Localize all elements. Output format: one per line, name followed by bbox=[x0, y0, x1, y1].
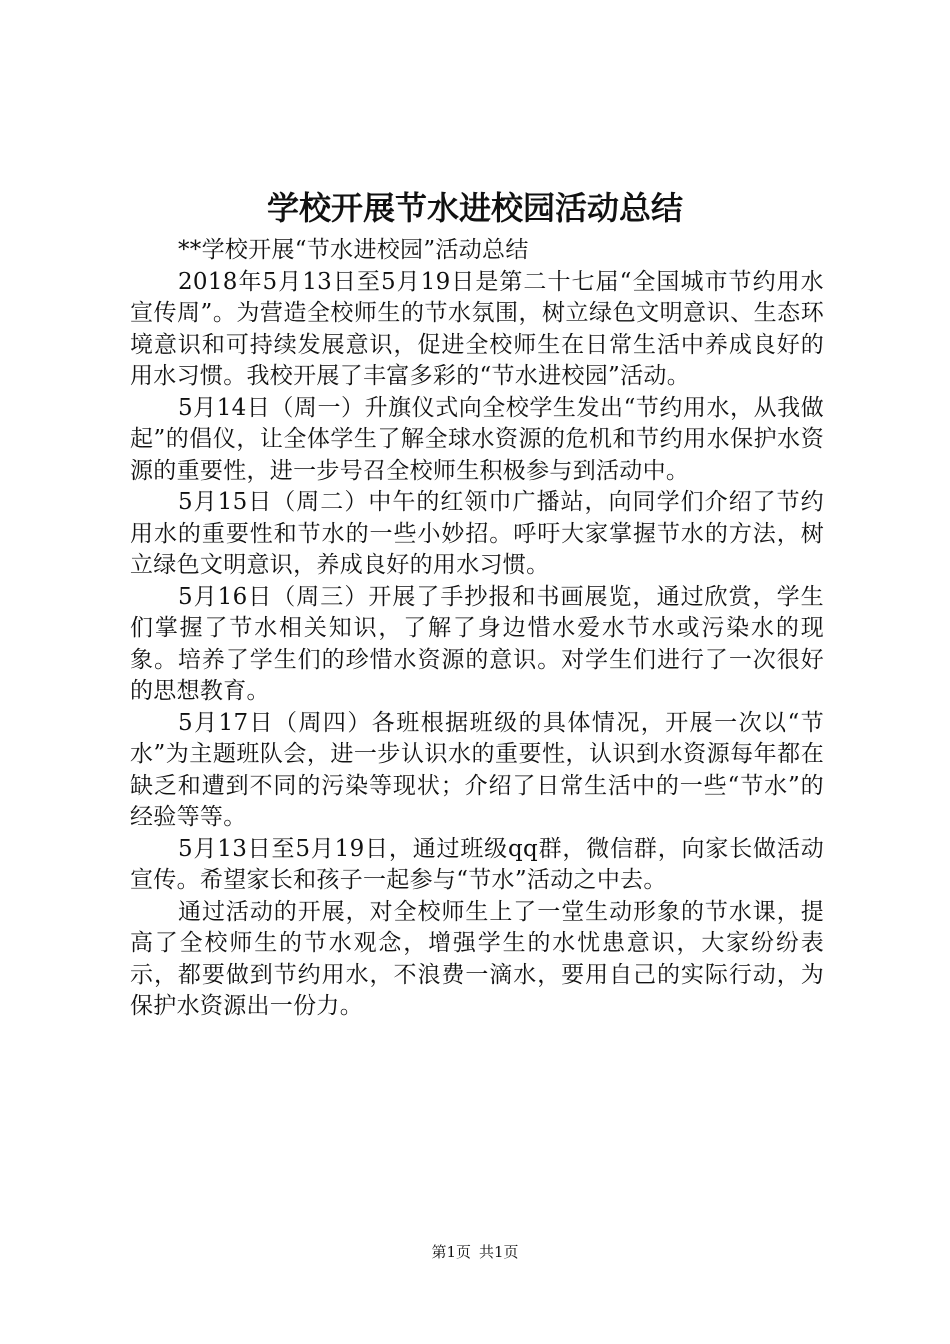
thursday-paragraph: 5月17日（周四）各班根据班级的具体情况，开展一次以“节水”为主题班队会，进一步认识水的重要性，认识到水资源每年都在缺乏和遭到不同的污染等现状；介绍了日常生活中的一些“节水”的经验等等。 bbox=[130, 709, 824, 830]
document-body bbox=[130, 235, 824, 1023]
page-footer bbox=[0, 1242, 950, 1262]
monday-paragraph: 5月14日（周一）升旗仪式向全校学生发出“节约用水，从我做起”的倡仪，让全体学生了解全球水资源的危机和节约用水保护水资源的重要性，进一步号召全校师生积极参与到活动中。 bbox=[130, 394, 824, 484]
conclusion-paragraph: 通过活动的开展，对全校师生上了一堂生动形象的节水课，提高了全校师生的节水观念，增强学生的水忧患意识，大家纷纷表示，都要做到节约用水，不浪费一滴水，要用自己的实际行动，为保护水资源出一份力。 bbox=[130, 898, 824, 1019]
total-pages: 共1页 bbox=[479, 1243, 519, 1261]
tuesday-paragraph: 5月15日（周二）中午的红领巾广播站，向同学们介绍了节约用水的重要性和节水的一些小妙招。呼吁大家掌握节水的方法，树立绿色文明意识，养成良好的用水习惯。 bbox=[130, 489, 824, 578]
document-title: 学校开展节水进校园活动总结 bbox=[266, 189, 683, 227]
page-number: 第1页 bbox=[431, 1243, 471, 1261]
parents-paragraph: 5月13日至5月19日，通过班级qq群，微信群，向家长做活动宣传。希望家长和孩子一起参与“节水”活动之中去。 bbox=[130, 835, 824, 893]
intro-paragraph: 2018年5月13日至5月19日是第二十七届“全国城市节约用水宣传周”。为营造全校师生的节水氛围，树立绿色文明意识、生态环境意识和可持续发展意识，促进全校师生在日常生活中养成良好的用水习惯。我校开展了丰富多彩的“节水进校园”活动。 bbox=[130, 268, 824, 389]
wednesday-paragraph: 5月16日（周三）开展了手抄报和书画展览，通过欣赏，学生们掌握了节水相关知识，了解了身边惜水爱水节水或污染水的现象。培养了学生们的珍惜水资源的意识。对学生们进行了一次很好的思想教育。 bbox=[130, 583, 824, 704]
subtitle-paragraph: **学校开展“节水进校园”活动总结 bbox=[178, 237, 529, 263]
